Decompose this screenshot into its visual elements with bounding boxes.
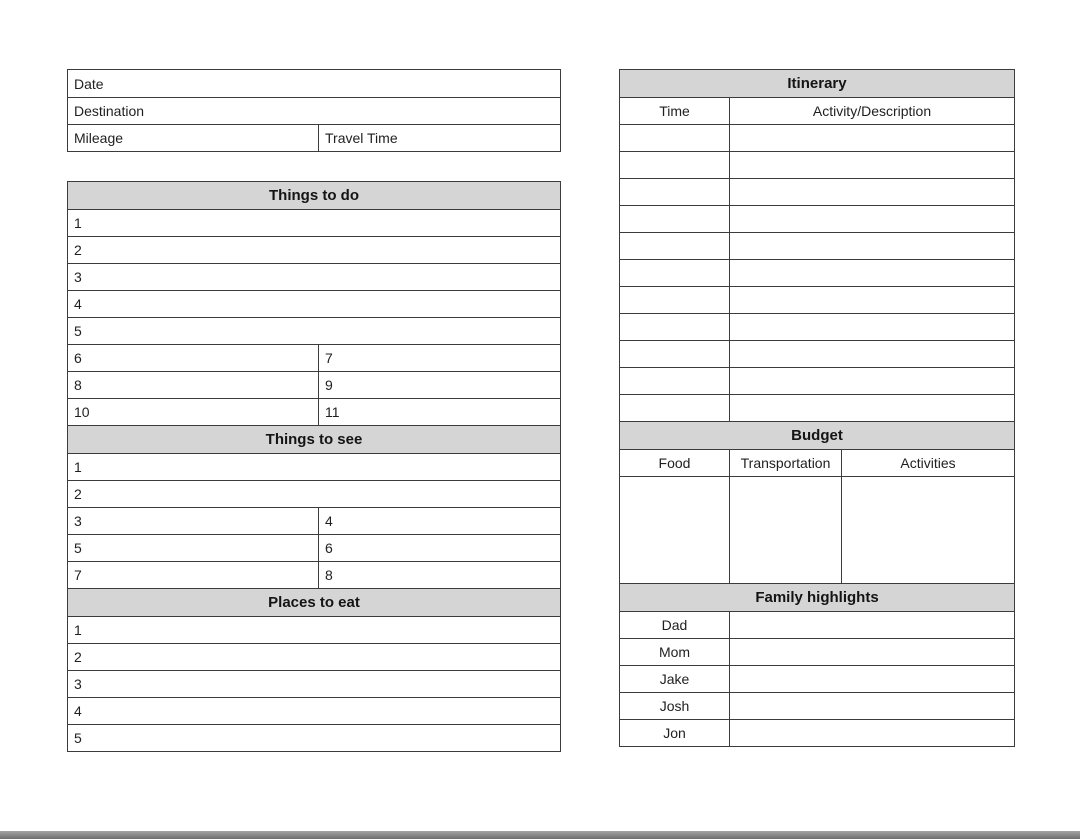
itinerary-column-header-row — [620, 97, 1014, 124]
things-to-do-row — [68, 371, 560, 398]
itinerary-empty-row — [620, 124, 1014, 151]
things-to-see-item-3: 3 — [74, 513, 82, 529]
itinerary-empty-row — [620, 394, 1014, 421]
places-to-eat-row — [68, 724, 560, 751]
itinerary-empty-row — [620, 259, 1014, 286]
activity-cell — [729, 125, 1014, 151]
places-to-eat-item-5: 5 — [74, 730, 82, 746]
things-to-do-row — [68, 263, 560, 290]
things-to-do-item-4: 4 — [74, 296, 82, 312]
things-to-see-row — [68, 507, 560, 534]
things-to-see-table — [67, 425, 561, 589]
family-highlights-row — [620, 692, 1014, 719]
things-to-do-item-2: 2 — [74, 242, 82, 258]
family-highlights-header — [620, 584, 1014, 611]
places-to-eat-table — [67, 588, 561, 752]
transportation-cell — [729, 477, 841, 583]
member-highlight-cell — [729, 693, 1014, 719]
things-to-see-item-2: 2 — [74, 486, 82, 502]
things-to-do-row — [68, 209, 560, 236]
things-to-do-header — [68, 182, 560, 209]
time-cell — [620, 233, 729, 259]
member-highlight-cell — [729, 612, 1014, 638]
things-to-do-item-3: 3 — [74, 269, 82, 285]
places-to-eat-row — [68, 670, 560, 697]
family-highlights-row — [620, 611, 1014, 638]
things-to-see-row — [68, 480, 560, 507]
member-highlight-cell — [729, 666, 1014, 692]
member-highlight-cell — [729, 720, 1014, 746]
things-to-do-row — [68, 398, 560, 425]
places-to-eat-item-3: 3 — [74, 676, 82, 692]
places-to-eat-item-4: 4 — [74, 703, 82, 719]
activity-cell — [729, 233, 1014, 259]
mileage-label-cell: Mileage — [74, 130, 124, 146]
budget-header — [620, 422, 1014, 449]
itinerary-empty-row — [620, 367, 1014, 394]
places-to-eat-header — [68, 589, 560, 616]
time-cell — [620, 152, 729, 178]
itinerary-empty-row — [620, 340, 1014, 367]
trip-info-row-destination — [68, 97, 560, 124]
family-highlights-row — [620, 665, 1014, 692]
itinerary-header — [620, 70, 1014, 97]
food-column-header: Food — [658, 455, 691, 471]
things-to-do-row — [68, 290, 560, 317]
time-cell — [620, 341, 729, 367]
itinerary-empty-row — [620, 205, 1014, 232]
left-column — [67, 69, 561, 752]
itinerary-empty-row — [620, 151, 1014, 178]
family-highlights-table — [619, 583, 1015, 747]
things-to-do-row — [68, 344, 560, 371]
bottom-edge-bar — [0, 831, 1080, 839]
itinerary-empty-row — [620, 232, 1014, 259]
budget-title: Budget — [791, 427, 843, 444]
member-name-jon: Jon — [663, 725, 686, 741]
family-highlights-row — [620, 638, 1014, 665]
activity-cell — [729, 341, 1014, 367]
member-name-josh: Josh — [659, 698, 690, 714]
member-highlight-cell — [729, 639, 1014, 665]
things-to-do-item-1: 1 — [74, 215, 82, 231]
things-to-see-header — [68, 426, 560, 453]
things-to-do-item-9: 9 — [318, 372, 560, 398]
itinerary-empty-row — [620, 286, 1014, 313]
things-to-do-item-7: 7 — [318, 345, 560, 371]
activity-cell — [729, 368, 1014, 394]
member-name-dad: Dad — [661, 617, 688, 633]
things-to-see-item-6: 6 — [318, 535, 560, 561]
time-cell — [620, 287, 729, 313]
places-to-eat-row — [68, 616, 560, 643]
time-cell — [620, 395, 729, 421]
activity-cell — [729, 179, 1014, 205]
things-to-see-row — [68, 453, 560, 480]
member-name-mom: Mom — [658, 644, 691, 660]
activities-cell — [841, 477, 1014, 583]
places-to-eat-row — [68, 643, 560, 670]
things-to-see-item-4: 4 — [318, 508, 560, 534]
trip-info-table — [67, 69, 561, 152]
trip-info-row-mileage — [68, 124, 560, 151]
things-to-do-item-8: 8 — [74, 377, 82, 393]
things-to-do-item-11: 11 — [318, 399, 560, 425]
activity-cell — [729, 314, 1014, 340]
things-to-see-item-7: 7 — [74, 567, 82, 583]
itinerary-title: Itinerary — [787, 75, 847, 92]
things-to-do-row — [68, 236, 560, 263]
time-cell — [620, 206, 729, 232]
activity-cell — [729, 395, 1014, 421]
activity-cell — [729, 206, 1014, 232]
things-to-see-item-1: 1 — [74, 459, 82, 475]
time-cell — [620, 260, 729, 286]
things-to-do-table — [67, 181, 561, 426]
things-to-do-row — [68, 317, 560, 344]
time-cell — [620, 125, 729, 151]
time-cell — [620, 314, 729, 340]
left-column-spacer — [67, 152, 561, 181]
places-to-eat-title: Places to eat — [268, 594, 360, 611]
activity-cell — [729, 287, 1014, 313]
family-highlights-row — [620, 719, 1014, 746]
things-to-see-row — [68, 534, 560, 561]
places-to-eat-item-2: 2 — [74, 649, 82, 665]
itinerary-empty-row — [620, 178, 1014, 205]
itinerary-empty-row — [620, 313, 1014, 340]
time-cell — [620, 368, 729, 394]
transportation-column-header: Transportation — [729, 450, 841, 476]
activities-column-header: Activities — [841, 450, 1014, 476]
things-to-see-title: Things to see — [265, 431, 363, 448]
budget-entry-row — [620, 476, 1014, 583]
budget-column-header-row — [620, 449, 1014, 476]
things-to-see-row — [68, 561, 560, 588]
right-column — [619, 69, 1015, 747]
food-cell — [620, 477, 729, 583]
things-to-see-item-8: 8 — [318, 562, 560, 588]
travel-time-label-cell: Travel Time — [318, 125, 560, 151]
things-to-do-item-5: 5 — [74, 323, 82, 339]
places-to-eat-item-1: 1 — [74, 622, 82, 638]
trip-info-row-date — [68, 70, 560, 97]
member-name-jake: Jake — [659, 671, 690, 687]
places-to-eat-row — [68, 697, 560, 724]
date-label-cell: Date — [74, 75, 104, 92]
destination-label-cell: Destination — [74, 103, 145, 119]
activity-column-header: Activity/Description — [729, 98, 1014, 124]
time-column-header: Time — [659, 103, 690, 119]
things-to-do-item-6: 6 — [74, 350, 82, 366]
family-highlights-title: Family highlights — [755, 589, 879, 606]
time-cell — [620, 179, 729, 205]
itinerary-table — [619, 69, 1015, 422]
things-to-do-title: Things to do — [269, 187, 359, 204]
budget-table — [619, 421, 1015, 584]
things-to-see-item-5: 5 — [74, 540, 82, 556]
activity-cell — [729, 260, 1014, 286]
activity-cell — [729, 152, 1014, 178]
things-to-do-item-10: 10 — [74, 404, 90, 420]
